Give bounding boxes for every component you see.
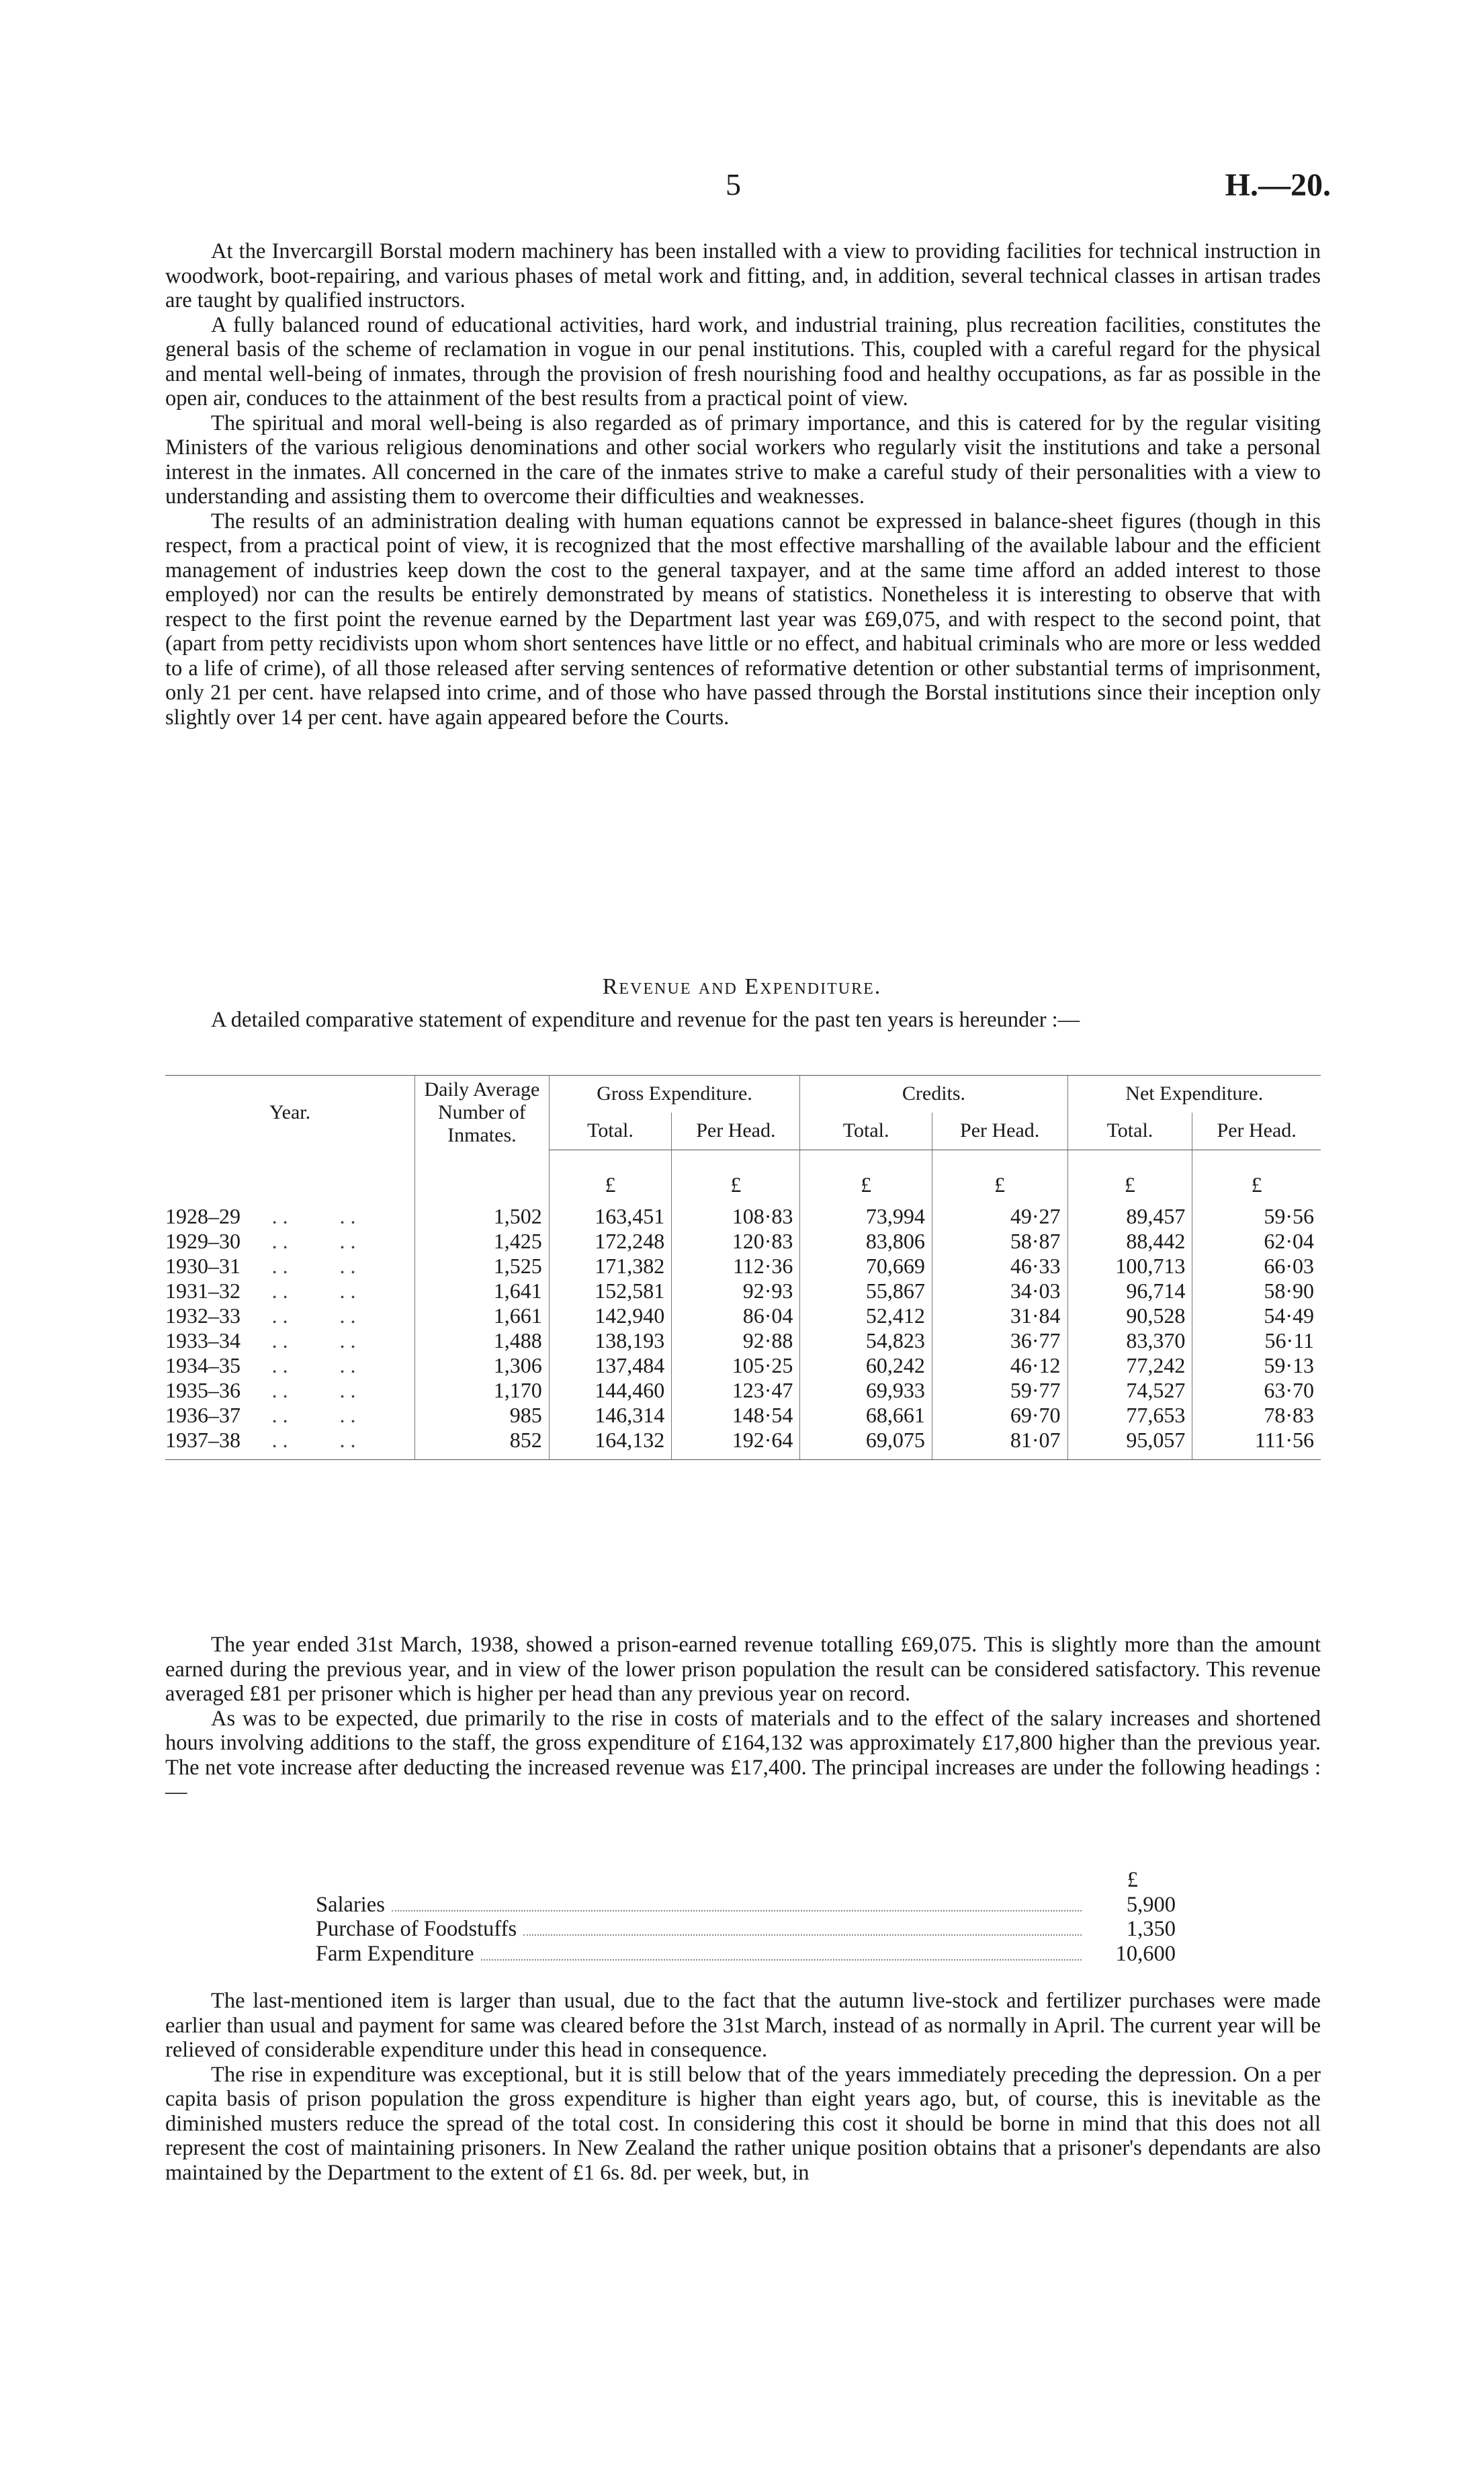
currency-symbol: £: [800, 1150, 932, 1204]
credit-head-cell: 81·07: [932, 1428, 1067, 1460]
gross-total-cell: 163,451: [549, 1204, 672, 1229]
header-gross-per-head: Per Head.: [672, 1113, 800, 1150]
dot-leader: . .: [271, 1278, 288, 1303]
gross-total-cell: 137,484: [549, 1353, 672, 1378]
credit-head-cell: 36·77: [932, 1328, 1067, 1353]
net-head-cell: 66·03: [1192, 1254, 1321, 1279]
credit-head-cell: 49·27: [932, 1204, 1067, 1229]
currency-symbol: £: [549, 1150, 672, 1204]
paragraph: The rise in expenditure was exceptional, but it is still below that of the years immediately preceding the depression. On a per capita basis of prison population the gross expenditure is higher than eight years ago, but, of course, this is inevitable as the diminished musters reduce the spread of the total cost. In considering this cost it should be borne in mind that this does not all represent the cost of maintaining prisoners. In New Zealand the rather unique position obtains that a prisoner's dependants are also maintained by the Department to the extent of £1 6s. 8d. per week, but, in: [165, 2062, 1321, 2185]
dot-leader: . .: [339, 1328, 356, 1352]
increase-label: Purchase of Foodstuffs: [316, 1917, 517, 1941]
gross-head-cell: 92·88: [672, 1328, 800, 1353]
table-row: [165, 1204, 1321, 1229]
header-net-expenditure: Net Expenditure.: [1067, 1076, 1321, 1113]
gross-head-cell: 108·83: [672, 1204, 800, 1229]
dot-leader: . .: [271, 1328, 288, 1352]
net-total-cell: 95,057: [1067, 1428, 1192, 1460]
table-row: [165, 1229, 1321, 1254]
year-cell: 1935–36: [165, 1377, 241, 1402]
inmates-cell: 852: [415, 1428, 550, 1460]
dot-leader: . .: [271, 1203, 288, 1228]
dot-leader: . .: [271, 1352, 288, 1377]
header-net-per-head: Per Head.: [1192, 1113, 1321, 1150]
increases-unit: £: [1127, 1868, 1138, 1892]
credit-total-cell: 70,669: [800, 1254, 932, 1279]
net-head-cell: 58·90: [1192, 1279, 1321, 1303]
paragraph: The spiritual and moral well-being is also regarded as of primary importance, and this is catered for by the regular visiting Ministers of the various religious denominations and other social workers who regularly visit the institutions and take a personal interest in the inmates. All concerned in the care of the inmates strive to make a careful study of their personalities with a view to understanding and assisting them to overcome their difficulties and weaknesses.: [165, 411, 1321, 509]
net-total-cell: 77,653: [1067, 1403, 1192, 1428]
year-cell: 1932–33: [165, 1303, 241, 1328]
dot-leader: . .: [339, 1203, 356, 1228]
header-year: Year.: [165, 1076, 415, 1150]
paragraph: The results of an administration dealing with human equations cannot be expressed in balance-sheet figures (though in this respect, from a practical point of view, it is recognized that the most effective marshalling of the available labour and the efficient management of industries keep down the cost to the general taxpayer, and at the same time afford an added interest to those employed) nor can the results be entirely demonstrated by means of statistics. Nonetheless it is interesting to observe that with respect to the first point the revenue earned by the Department last year was £69,075, and with respect to the second point, that (apart from petty recidivists upon whom short sentences have little or no effect, and habitual criminals who are more or less wedded to a life of crime), of all those released after serving sentences of reformative detention or other substantial terms of imprisonment, only 21 per cent. have relapsed into crime, and of those who have passed through the Borstal institutions since their inception only slightly over 14 per cent. have again appeared before the Courts.: [165, 509, 1321, 730]
table-row: [165, 1428, 1321, 1460]
credit-head-cell: 46·12: [932, 1353, 1067, 1378]
table-row: [165, 1403, 1321, 1428]
credit-total-cell: 83,806: [800, 1229, 932, 1254]
dot-leader: . .: [339, 1278, 356, 1303]
currency-symbol: £: [672, 1150, 800, 1204]
dot-leader: . .: [339, 1253, 356, 1278]
paragraph: As was to be expected, due primarily to the rise in costs of materials and to the effect of the salary increases and shortened hours involving additions to the staff, the gross expenditure of £164,132 was approximately £17,800 higher than the previous year. The net vote increase after deducting the increased revenue was £17,400. The principal increases are under the following headings :—: [165, 1706, 1321, 1804]
table-row: [165, 1254, 1321, 1279]
currency-symbol: £: [932, 1150, 1067, 1204]
increase-label: Farm Expenditure: [316, 1941, 474, 1966]
inmates-cell: 985: [415, 1403, 550, 1428]
dot-leader: [392, 1909, 1082, 1911]
credit-total-cell: 52,412: [800, 1303, 932, 1328]
net-total-cell: 90,528: [1067, 1303, 1192, 1328]
inmates-cell: 1,502: [415, 1204, 550, 1229]
currency-symbol: £: [1067, 1150, 1192, 1204]
year-cell: 1931–32: [165, 1278, 241, 1303]
page-number: 5: [726, 167, 741, 202]
inmates-cell: 1,641: [415, 1279, 550, 1303]
dot-leader: . .: [339, 1377, 356, 1402]
header-net-total: Total.: [1067, 1113, 1192, 1150]
credit-head-cell: 59·77: [932, 1378, 1067, 1403]
year-cell: 1934–35: [165, 1352, 241, 1377]
table-intro: [165, 1008, 1321, 1033]
year-cell: 1937–38: [165, 1428, 265, 1460]
after-table-text: [165, 1633, 1321, 1805]
increases-list: [316, 1868, 1176, 1966]
credit-head-cell: 34·03: [932, 1279, 1067, 1303]
inmates-cell: 1,525: [415, 1254, 550, 1279]
header-inmates: Daily Average Number of Inmates.: [415, 1076, 550, 1150]
gross-total-cell: 172,248: [549, 1229, 672, 1254]
increase-item: [316, 1917, 1176, 1942]
dot-leader: . .: [333, 1428, 415, 1460]
net-head-cell: 56·11: [1192, 1328, 1321, 1353]
year-cell: 1929–30: [165, 1228, 241, 1253]
increase-amount: 1,350: [1126, 1917, 1176, 1941]
credit-total-cell: 54,823: [800, 1328, 932, 1353]
header-gross-expenditure: Gross Expenditure.: [549, 1076, 800, 1113]
section-heading: Revenue and Expenditure.: [602, 974, 882, 999]
paragraph: The year ended 31st March, 1938, showed a prison-earned revenue totalling £69,075. This is slightly more than the amount earned during the previous year, and in view of the lower prison population the result can be considered satisfactory. This revenue averaged £81 per prisoner which is higher per head than any previous year on record.: [165, 1633, 1321, 1706]
net-total-cell: 88,442: [1067, 1229, 1192, 1254]
document-reference: H.—20.: [1225, 167, 1331, 203]
gross-head-cell: 105·25: [672, 1353, 800, 1378]
table-row: [165, 1353, 1321, 1378]
net-head-cell: 111·56: [1192, 1428, 1321, 1460]
year-cell: 1936–37: [165, 1402, 241, 1427]
net-head-cell: 54·49: [1192, 1303, 1321, 1328]
increase-item: [316, 1893, 1176, 1918]
credit-total-cell: 68,661: [800, 1403, 932, 1428]
dot-leader: . .: [265, 1428, 333, 1460]
credit-head-cell: 46·33: [932, 1254, 1067, 1279]
gross-total-cell: 138,193: [549, 1328, 672, 1353]
year-cell: 1933–34: [165, 1328, 241, 1352]
currency-row: [165, 1150, 1321, 1204]
dot-leader: . .: [271, 1303, 288, 1328]
inmates-cell: 1,425: [415, 1229, 550, 1254]
credit-head-cell: 58·87: [932, 1229, 1067, 1254]
net-head-cell: 63·70: [1192, 1378, 1321, 1403]
currency-symbol: £: [1192, 1150, 1321, 1204]
credit-head-cell: 69·70: [932, 1403, 1067, 1428]
net-head-cell: 59·13: [1192, 1353, 1321, 1378]
gross-head-cell: 123·47: [672, 1378, 800, 1403]
credit-total-cell: 69,933: [800, 1378, 932, 1403]
dot-leader: . .: [271, 1402, 288, 1427]
inmates-cell: 1,170: [415, 1378, 550, 1403]
header-credits-per-head: Per Head.: [932, 1113, 1067, 1150]
gross-head-cell: 148·54: [672, 1403, 800, 1428]
paragraph: The last-mentioned item is larger than usual, due to the fact that the autumn live-stock and fertilizer purchases were made earlier than usual and payment for same was cleared before the 31st March, instead of as normally in April. The current year will be relieved of considerable expenditure under this head in consequence.: [165, 1989, 1321, 2062]
gross-total-cell: 171,382: [549, 1254, 672, 1279]
header-gross-total: Total.: [549, 1113, 672, 1150]
gross-head-cell: 192·64: [672, 1428, 800, 1460]
gross-total-cell: 152,581: [549, 1279, 672, 1303]
table-row: [165, 1328, 1321, 1353]
net-total-cell: 100,713: [1067, 1254, 1192, 1279]
dot-leader: . .: [271, 1377, 288, 1402]
net-total-cell: 83,370: [1067, 1328, 1192, 1353]
gross-head-cell: 92·93: [672, 1279, 800, 1303]
gross-head-cell: 86·04: [672, 1303, 800, 1328]
net-total-cell: 96,714: [1067, 1279, 1192, 1303]
inmates-cell: 1,488: [415, 1328, 550, 1353]
gross-total-cell: 142,940: [549, 1303, 672, 1328]
dot-leader: . .: [271, 1253, 288, 1278]
gross-total-cell: 144,460: [549, 1378, 672, 1403]
year-cell: 1928–29: [165, 1203, 241, 1228]
credit-head-cell: 31·84: [932, 1303, 1067, 1328]
inmates-cell: 1,661: [415, 1303, 550, 1328]
net-head-cell: 78·83: [1192, 1403, 1321, 1428]
net-total-cell: 77,242: [1067, 1353, 1192, 1378]
increase-item: [316, 1942, 1176, 1967]
gross-head-cell: 112·36: [672, 1254, 800, 1279]
paragraph: A fully balanced round of educational activities, hard work, and industrial training, plus recreation facilities, constitutes the general basis of the scheme of reclamation in vogue in our penal institutions. This, coupled with a careful regard for the physical and mental well-being of inmates, through the provision of fresh nourishing food and healthy occupations, as far as possible in the open air, conduces to the attainment of the best results from a practical point of view.: [165, 312, 1321, 411]
inmates-cell: 1,306: [415, 1353, 550, 1378]
header-credits: Credits.: [800, 1076, 1067, 1113]
dot-leader: . .: [339, 1303, 356, 1328]
gross-head-cell: 120·83: [672, 1229, 800, 1254]
table-body: [165, 1150, 1321, 1459]
net-total-cell: 74,527: [1067, 1378, 1192, 1403]
table-row: [165, 1279, 1321, 1303]
dot-leader: . .: [339, 1352, 356, 1377]
header-credits-total: Total.: [800, 1113, 932, 1150]
table-row: [165, 1303, 1321, 1328]
increase-amount: 10,600: [1115, 1941, 1176, 1966]
gross-total-cell: 164,132: [549, 1428, 672, 1460]
paragraph: A detailed comparative statement of expenditure and revenue for the past ten years is hereunder :—: [211, 1008, 1080, 1032]
paragraph: At the Invercargill Borstal modern machinery has been installed with a view to providing facilities for technical instruction in woodwork, boot-repairing, and various phases of metal work and fitting, and, in addition, several technical classes in artisan trades are taught by qualified instructors.: [165, 239, 1321, 312]
increase-amount: 5,900: [1126, 1892, 1176, 1917]
credit-total-cell: 55,867: [800, 1279, 932, 1303]
credit-total-cell: 73,994: [800, 1204, 932, 1229]
intro-text: [165, 239, 1321, 730]
dot-leader: [481, 1959, 1082, 1961]
increase-label: Salaries: [316, 1892, 385, 1917]
net-head-cell: 62·04: [1192, 1229, 1321, 1254]
revenue-expenditure-table: [165, 1075, 1321, 1460]
net-total-cell: 89,457: [1067, 1204, 1192, 1229]
dot-leader: . .: [339, 1228, 356, 1253]
dot-leader: [523, 1934, 1082, 1936]
table-row: [165, 1378, 1321, 1403]
dot-leader: . .: [339, 1402, 356, 1427]
dot-leader: . .: [271, 1228, 288, 1253]
closing-text: [165, 1989, 1321, 2185]
net-head-cell: 59·56: [1192, 1204, 1321, 1229]
year-cell: 1930–31: [165, 1253, 241, 1278]
gross-total-cell: 146,314: [549, 1403, 672, 1428]
credit-total-cell: 69,075: [800, 1428, 932, 1460]
credit-total-cell: 60,242: [800, 1353, 932, 1378]
